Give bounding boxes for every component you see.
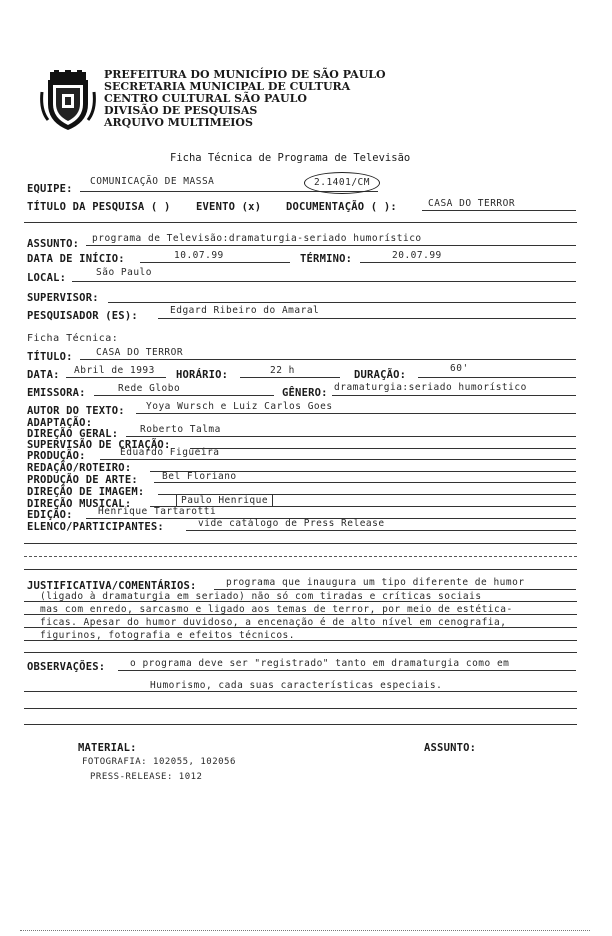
form-title: Ficha Técnica de Programa de Televisão (170, 152, 411, 164)
data-label: DATA: (27, 369, 60, 381)
equipe-code: 2.1401/CM (314, 177, 370, 188)
edicao-value: Henrique Tartarotti (98, 506, 217, 517)
termino-label: TÉRMINO: (300, 253, 353, 265)
horario-label: HORÁRIO: (176, 369, 229, 381)
header-block (104, 69, 386, 129)
elenco-value: vide catálogo de Press Release (198, 518, 385, 529)
pesquisador-value: Edgard Ribeiro do Amaral (170, 305, 320, 316)
producao-value: Eduardo Figueira (120, 447, 220, 458)
data-inicio-value: 10.07.99 (174, 250, 224, 261)
producao-arte-label: PRODUÇÃO DE ARTE: (27, 474, 138, 486)
press-release-value: PRESS-RELEASE: 1012 (90, 772, 203, 782)
data-inicio-label: DATA DE INÍCIO: (27, 253, 125, 265)
redacao-label: REDAÇÃO/ROTEIRO: (27, 462, 132, 474)
header-line-1: PREFEITURA DO MUNICÍPIO DE SÃO PAULO (104, 68, 386, 81)
data-value: Abril de 1993 (74, 365, 155, 376)
adaptacao-label: ADAPTAÇÃO: (27, 417, 93, 429)
justificativa-label: JUSTIFICATIVA/COMENTÁRIOS: (27, 580, 197, 592)
justificativa-line-5: figurinos, fotografia e efeitos técnicos. (40, 630, 295, 641)
autor-label: AUTOR DO TEXTO: (27, 405, 125, 417)
termino-value: 20.07.99 (392, 250, 442, 261)
supervisao-criacao-label: SUPERVISÃO DE CRIAÇÃO: (27, 439, 171, 451)
equipe-value: COMUNICAÇÃO DE MASSA (90, 176, 215, 187)
titulo-value: CASA DO TERROR (96, 347, 184, 358)
evento-label: EVENTO (x) (196, 201, 262, 213)
direcao-geral-label: DIREÇÃO GERAL: (27, 428, 119, 440)
justificativa-line-3: mas com enredo, sarcasmo e ligado aos temas de terror, por meio de estética- (40, 604, 513, 615)
genero-label: GÊNERO: (282, 387, 328, 399)
ficha-heading: Ficha Técnica: (27, 333, 119, 344)
pesquisador-label: PESQUISADOR (ES): (27, 310, 138, 322)
titulo-pesquisa-label: TÍTULO DA PESQUISA ( ) (27, 201, 171, 213)
observacoes-line-1: o programa deve ser "registrado" tanto em dramaturgia como em (130, 658, 510, 669)
coat-of-arms-logo (40, 70, 96, 132)
observacoes-line-2: Humorismo, cada suas características especiais. (150, 680, 443, 691)
edicao-label: EDIÇÃO: (27, 509, 73, 521)
direcao-imagem-label: DIREÇÃO DE IMAGEM: (27, 486, 145, 498)
producao-label: PRODUÇÃO: (27, 450, 86, 462)
emissora-label: EMISSORA: (27, 387, 86, 399)
direcao-musical-label: DIREÇÃO MUSICAL: (27, 498, 132, 510)
material-label: MATERIAL: (78, 742, 137, 754)
assunto-label: ASSUNTO: (27, 238, 80, 250)
genero-value: dramaturgia:seriado humorístico (334, 382, 527, 393)
justificativa-line-2: (ligado à dramaturgia em seriado) não só com tiradas e críticas sociais (40, 591, 482, 602)
local-label: LOCAL: (27, 272, 67, 284)
assunto-footer-label: ASSUNTO: (424, 742, 477, 754)
observacoes-label: OBSERVAÇÕES: (27, 661, 106, 673)
supervisor-label: SUPERVISOR: (27, 292, 99, 304)
header-line-5: ARQUIVO MULTIMEIOS (104, 116, 253, 129)
elenco-label: ELENCO/PARTICIPANTES: (27, 521, 164, 533)
local-value: São Paulo (96, 267, 152, 278)
titulo-pesquisa-value: CASA DO TERROR (428, 198, 516, 209)
documentacao-label: DOCUMENTAÇÃO ( ): (286, 201, 397, 213)
emissora-value: Rede Globo (118, 383, 181, 394)
horario-value: 22 h (270, 365, 295, 376)
duracao-value: 60' (450, 363, 469, 374)
assunto-value: programa de Televisão:dramaturgia-seriado humorístico (92, 233, 422, 244)
justificativa-line-4: ficas. Apesar do humor duvidoso, a encenação é de alto nível em cenografia, (40, 617, 507, 628)
duracao-label: DURAÇÃO: (354, 369, 407, 381)
autor-value: Yoya Wursch e Luiz Carlos Goes (146, 401, 333, 412)
header-line-2: SECRETARIA MUNICIPAL DE CULTURA (104, 80, 351, 93)
justificativa-line-1: programa que inaugura um tipo diferente de humor (226, 577, 525, 588)
header-line-4: DIVISÃO DE PESQUISAS (104, 104, 258, 117)
direcao-geral-value: Roberto Talma (140, 424, 221, 435)
titulo-label: TÍTULO: (27, 351, 73, 363)
header-line-3: CENTRO CULTURAL SÃO PAULO (104, 92, 307, 105)
direcao-musical-value: Paulo Henrique (176, 494, 273, 507)
equipe-label: EQUIPE: (27, 183, 73, 195)
fotografia-value: FOTOGRAFIA: 102055, 102056 (82, 757, 236, 767)
producao-arte-value: Bel Floriano (162, 471, 237, 482)
